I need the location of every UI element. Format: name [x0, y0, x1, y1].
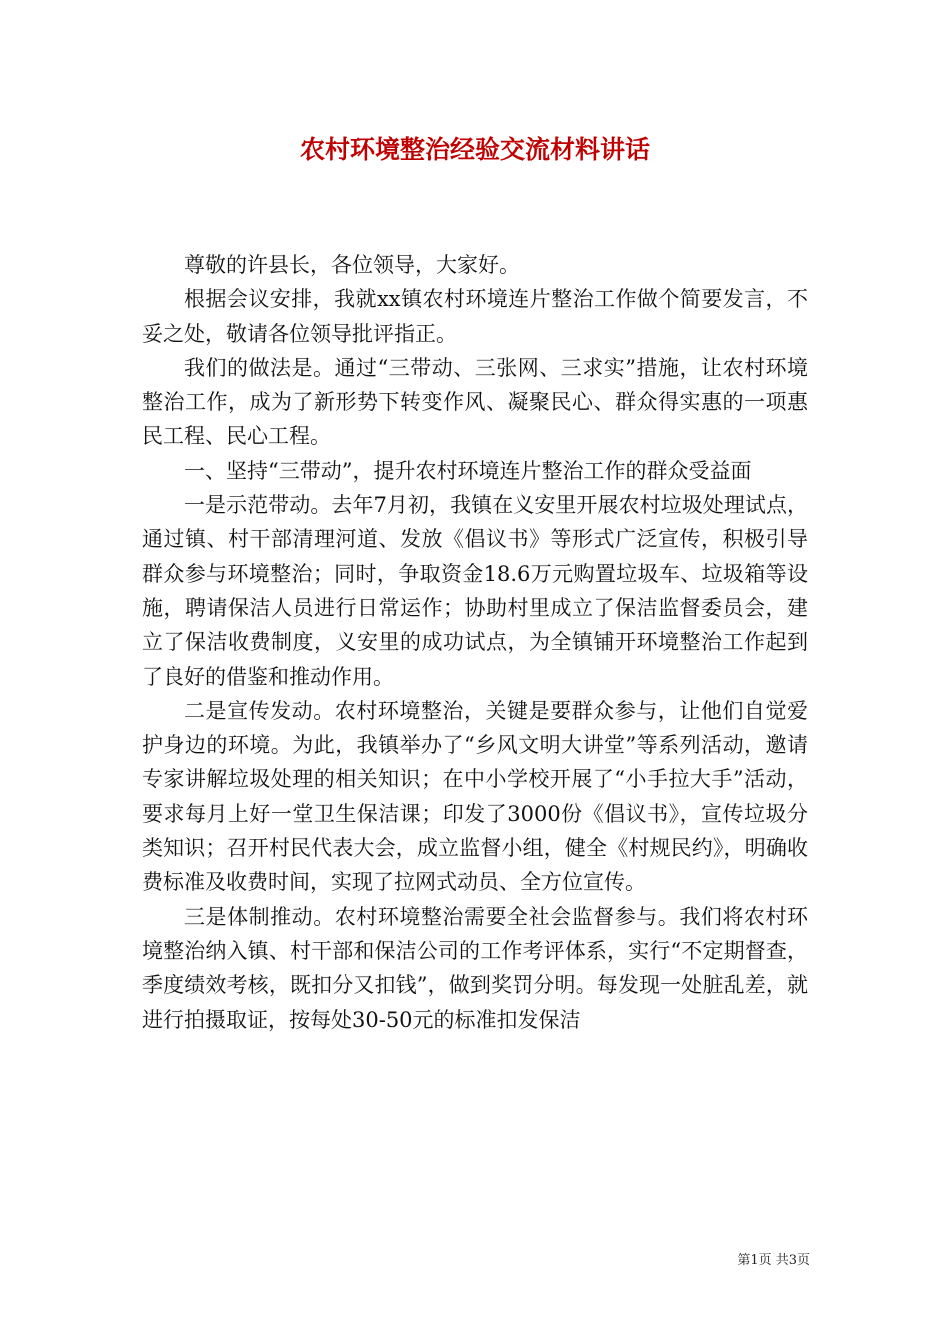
- document-body: [142, 248, 808, 1037]
- paragraph-publicity: 二是宣传发动。农村环境整治，关键是要群众参与，让他们自觉爱护身边的环境。为此，我镇举办了“乡风文明大讲堂”等系列活动，邀请专家讲解垃圾处理的相关知识；在中小学校开展了“小手拉大手”活动，要求每月上好一堂卫生保洁课；印发了3000份《倡议书》，宣传垃圾分类知识；召开村民代表大会，成立监督小组，健全《村规民约》，明确收费标准及收费时间，实现了拉网式动员、全方位宣传。: [142, 698, 808, 895]
- paragraph-intro: 根据会议安排，我就xx镇农村环境连片整治工作做个简要发言，不妥之处，敬请各位领导批评指正。: [142, 287, 808, 346]
- paragraph-heading-one: 一、坚持“三带动”，提升农村环境连片整治工作的群众受益面: [184, 458, 752, 483]
- paragraph-mechanism: 三是体制推动。农村环境整治需要全社会监督参与。我们将农村环境整治纳入镇、村干部和保洁公司的工作考评体系，实行“不定期督查，季度绩效考核，既扣分又扣钱”，做到奖罚分明。每发现一处脏乱差，就进行拍摄取证，按每处30-50元的标准扣发保洁: [142, 904, 808, 1032]
- document-title: 农村环境整治经验交流材料讲话: [299, 135, 650, 164]
- page-number: 第1页 共3页: [737, 1253, 810, 1268]
- paragraph-approach: 我们的做法是。通过“三带动、三张网、三求实”措施，让农村环境整治工作，成为了新形势下转变作风、凝聚民心、群众得实惠的一项惠民工程、民心工程。: [142, 355, 808, 449]
- paragraph-demonstration: 一是示范带动。去年7月初，我镇在义安里开展农村垃圾处理试点，通过镇、村干部清理河道、发放《倡议书》等形式广泛宣传，积极引导群众参与环境整治；同时，争取资金18.6万元购置垃圾车、垃圾箱等设施，聘请保洁人员进行日常运作；协助村里成立了保洁监督委员会，建立了保洁收费制度，义安里的成功试点，为全镇铺开环境整治工作起到了良好的借鉴和推动作用。: [142, 493, 808, 689]
- paragraph-greeting: 尊敬的许县长，各位领导，大家好。: [184, 253, 520, 277]
